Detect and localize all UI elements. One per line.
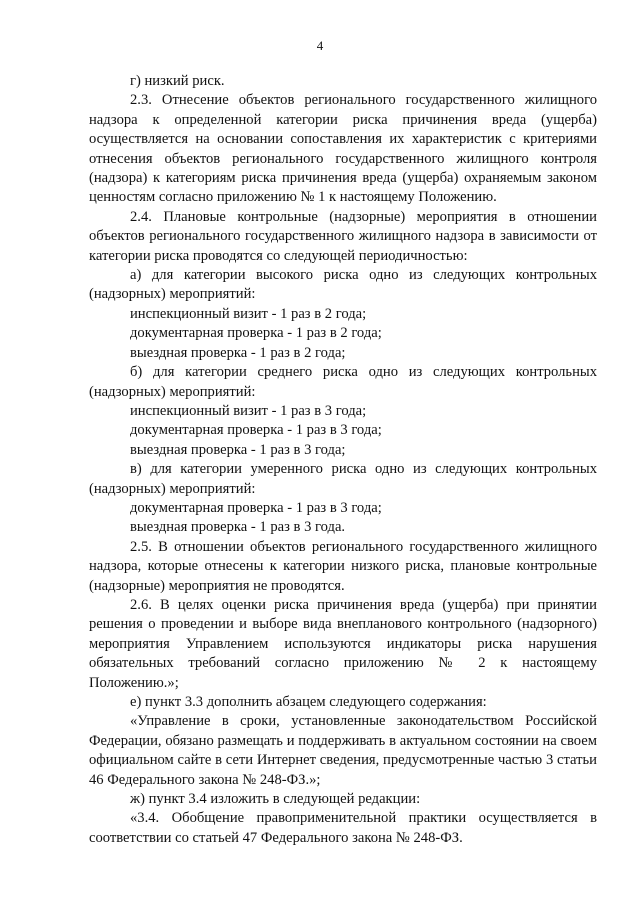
list-item: выездная проверка - 1 раз в 3 года. <box>130 519 346 536</box>
paragraph: ж) пункт 3.4 изложить в следующей редакции: <box>130 791 421 808</box>
paragraph: е) пункт 3.3 дополнить абзацем следующего содержания: <box>130 694 487 710</box>
paragraph: 2.3. Отнесение объектов регионального государственного жилищного надзора к определенной категории риска причинения вреда (ущерба) осуществляется на основании сопоставления их характеристик с критериями отнесения объектов регионального государственного жилищного контроля (надзора) к категориям риска причинения вреда (ущерба) охраняемым законом ценностям согласно приложению № 1 к настоящему Положению. <box>89 92 597 206</box>
document-body <box>89 72 597 848</box>
paragraph: 2.6. В целях оценки риска причинения вреда (ущерба) при принятии решения о проведении и выборе вида внепланового контрольного (надзорного) мероприятия Управлением используются индикаторы риска нарушения обязательных требований согласно приложению № 2 к настоящему Положению.»; <box>89 596 597 691</box>
list-item: документарная проверка - 1 раз в 2 года; <box>130 325 382 342</box>
list-item: документарная проверка - 1 раз в 3 года; <box>130 422 382 439</box>
list-item: выездная проверка - 1 раз в 2 года; <box>130 344 346 361</box>
list-item: инспекционный визит - 1 раз в 2 года; <box>130 305 367 322</box>
list-item: выездная проверка - 1 раз в 3 года; <box>130 441 346 458</box>
paragraph: а) для категории высокого риска одно из следующих контрольных (надзорных) мероприятий: <box>89 267 597 303</box>
list-item: инспекционный визит - 1 раз в 3 года; <box>130 402 367 419</box>
paragraph: 2.5. В отношении объектов регионального государственного жилищного надзора, которые отнесены к категории низкого риска, плановые контрольные (надзорные) мероприятия не проводятся. <box>89 538 597 594</box>
page-number: 4 <box>316 38 324 53</box>
paragraph: г) низкий риск. <box>130 73 225 89</box>
paragraph: б) для категории среднего риска одно из следующих контрольных (надзорных) мероприятий: <box>89 364 597 400</box>
list-item: документарная проверка - 1 раз в 3 года; <box>130 499 382 516</box>
paragraph: «3.4. Обобщение правоприменительной практики осуществляется в соответствии со статьей 47 Федерального закона № 248-ФЗ. <box>89 810 597 846</box>
paragraph: 2.4. Плановые контрольные (надзорные) мероприятия в отношении объектов регионального государственного жилищного надзора в зависимости от категории риска проводятся со следующей периодичностью: <box>89 208 597 264</box>
paragraph: в) для категории умеренного риска одно из следующих контрольных (надзорных) мероприятий: <box>89 461 597 497</box>
paragraph: «Управление в сроки, установленные законодательством Российской Федерации, обязано размещать и поддерживать в актуальном состоянии на своем официальном сайте в сети Интернет сведения, предусмотренные частью 3 статьи 46 Федерального закона № 248-ФЗ.»; <box>89 713 597 788</box>
